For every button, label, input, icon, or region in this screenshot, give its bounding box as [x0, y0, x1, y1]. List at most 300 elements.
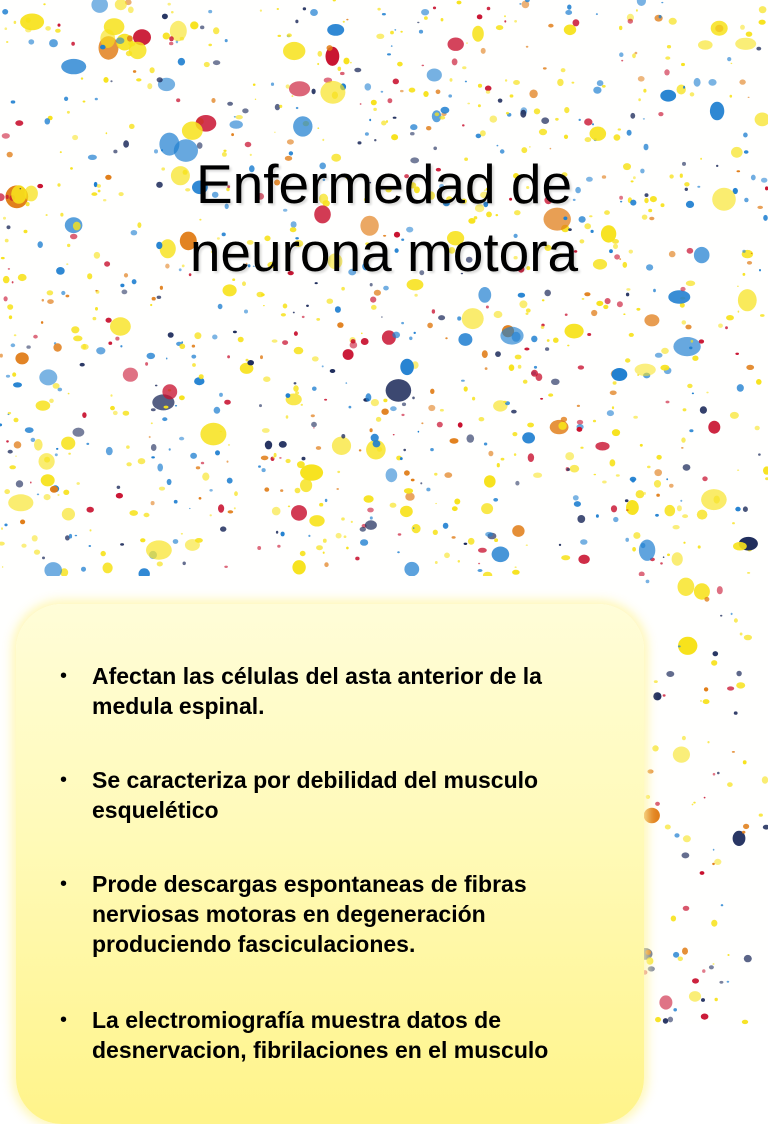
paint-dot [699, 339, 704, 343]
paint-dot [255, 99, 256, 100]
paint-dot [14, 418, 19, 423]
paint-dot [360, 103, 362, 105]
paint-dot [218, 304, 223, 309]
paint-dot [567, 345, 569, 347]
paint-dot [682, 852, 690, 858]
paint-dot [504, 15, 506, 17]
paint-dot [282, 340, 288, 345]
paint-dot [272, 507, 281, 516]
paint-dot [689, 637, 692, 641]
paint-dot [760, 314, 765, 317]
paint-dot [627, 130, 632, 136]
paint-dot [320, 81, 345, 104]
paint-dot [189, 508, 191, 509]
paint-dot [619, 26, 622, 30]
paint-dot [708, 79, 716, 86]
paint-dot [682, 948, 688, 955]
paint-dot [700, 871, 705, 875]
paint-dot [152, 297, 156, 301]
paint-dot [291, 505, 307, 521]
paint-dot [756, 47, 761, 51]
paint-dot [762, 776, 768, 784]
paint-dot [402, 403, 406, 407]
paint-dot [573, 495, 579, 500]
paint-dot [506, 112, 509, 115]
paint-dot [713, 963, 715, 964]
paint-dot [322, 139, 324, 141]
paint-dot [428, 405, 435, 411]
paint-dot [727, 57, 731, 61]
paint-dot [541, 117, 549, 124]
paint-dot [61, 291, 65, 295]
paint-dot [364, 495, 374, 502]
paint-dot [296, 107, 299, 109]
paint-dot [279, 441, 287, 448]
paint-dot [628, 19, 633, 24]
slide-title-line-2: neurona motora [189, 221, 579, 283]
paint-dot [195, 538, 203, 543]
paint-dot [340, 72, 345, 75]
paint-dot [713, 651, 719, 656]
paint-dot [432, 110, 442, 122]
paint-dot [8, 412, 11, 414]
paint-dot [225, 39, 228, 42]
paint-dot [515, 355, 522, 360]
paint-dot [93, 317, 97, 320]
paint-dot [127, 35, 133, 41]
paint-dot [242, 108, 248, 113]
paint-dot [365, 83, 372, 90]
paint-dot [653, 692, 661, 700]
paint-dot [53, 343, 61, 351]
paint-dot [106, 447, 113, 455]
paint-dot [168, 332, 174, 338]
paint-dot [50, 486, 58, 493]
paint-dot [632, 547, 636, 552]
paint-dot [735, 38, 756, 50]
paint-dot [659, 15, 662, 18]
paint-dot [26, 345, 30, 348]
paint-dot [727, 954, 729, 956]
paint-dot [400, 31, 402, 33]
paint-dot [32, 535, 38, 541]
paint-dot [472, 397, 475, 401]
paint-dot [478, 84, 482, 88]
paint-dot [2, 9, 8, 15]
paint-dot [680, 500, 682, 502]
paint-dot [539, 129, 547, 135]
paint-dot [55, 453, 58, 456]
paint-dot [200, 423, 226, 446]
paint-dot [61, 59, 86, 74]
paint-dot [747, 572, 750, 574]
paint-dot [618, 128, 621, 130]
paint-dot [117, 486, 121, 489]
paint-dot [409, 88, 416, 93]
paint-dot [309, 515, 324, 526]
paint-dot [421, 422, 423, 424]
paint-dot [616, 474, 620, 476]
paint-dot [433, 530, 438, 535]
paint-dot [427, 69, 442, 82]
paint-dot [692, 356, 698, 361]
paint-dot [95, 290, 97, 292]
paint-dot [383, 286, 389, 291]
paint-dot [323, 539, 327, 543]
paint-dot [592, 123, 594, 125]
paint-dot [617, 301, 623, 307]
paint-dot [324, 399, 327, 401]
paint-dot [703, 699, 710, 704]
paint-dot [666, 478, 668, 480]
paint-dot [341, 517, 345, 520]
paint-dot [412, 524, 421, 533]
paint-dot [647, 466, 651, 469]
paint-dot [743, 506, 748, 512]
paint-dot [441, 107, 450, 114]
paint-dot [159, 487, 165, 491]
paint-dot [533, 473, 542, 478]
paint-dot [721, 904, 724, 906]
paint-dot [596, 13, 598, 15]
paint-dot [238, 337, 244, 343]
paint-dot [555, 118, 559, 121]
paint-dot [692, 978, 699, 983]
paint-dot [678, 637, 697, 655]
paint-dot [465, 81, 467, 83]
paint-dot [706, 392, 708, 394]
paint-dot [625, 499, 629, 502]
paint-dot [635, 364, 656, 376]
paint-dot [534, 108, 540, 114]
paint-dot [327, 24, 344, 36]
paint-dot [101, 551, 106, 556]
paint-dot [497, 463, 500, 467]
paint-dot [199, 374, 204, 379]
paint-dot [227, 461, 229, 463]
paint-dot [302, 316, 305, 318]
paint-dot [553, 338, 559, 343]
paint-dot [577, 405, 580, 407]
paint-dot [700, 700, 702, 701]
paint-dot [209, 489, 212, 492]
paint-dot [213, 27, 219, 34]
paint-dot [626, 288, 630, 291]
paint-dot [110, 80, 112, 82]
paint-dot [462, 66, 466, 69]
paint-dot [168, 3, 171, 6]
paint-dot [666, 401, 670, 404]
paint-dot [163, 33, 170, 40]
paint-dot [585, 137, 592, 142]
paint-dot [565, 452, 574, 460]
paint-dot [737, 469, 739, 471]
paint-dot [718, 324, 723, 328]
paint-dot [607, 410, 614, 416]
paint-dot [638, 76, 645, 82]
paint-dot [15, 120, 23, 126]
paint-dot [335, 306, 341, 313]
paint-dot [359, 449, 362, 451]
paint-dot [181, 341, 183, 343]
paint-dot [224, 400, 231, 405]
paint-dot [234, 116, 236, 118]
paint-dot [655, 1017, 661, 1022]
paint-dot [547, 339, 550, 342]
paint-dot [8, 450, 13, 454]
paint-dot [683, 835, 691, 842]
content-box [16, 604, 644, 1124]
paint-dot [496, 25, 503, 30]
paint-dot [713, 849, 715, 851]
paint-dot [457, 1, 462, 5]
paint-dot [303, 7, 306, 10]
paint-dot [692, 804, 694, 806]
paint-dot [610, 391, 617, 396]
paint-dot [129, 124, 135, 129]
paint-dot [68, 453, 71, 455]
paint-dot [42, 557, 45, 560]
paint-dot [343, 349, 354, 360]
paint-dot [582, 298, 585, 300]
paint-dot [173, 539, 179, 544]
paint-dot [678, 578, 695, 596]
paint-dot [21, 544, 26, 548]
paint-dot [381, 316, 383, 318]
paint-dot [558, 422, 566, 430]
paint-dot [755, 113, 768, 127]
paint-dot [759, 6, 767, 13]
paint-dot [503, 401, 506, 403]
paint-dot [336, 533, 342, 539]
paint-dot [426, 126, 431, 130]
paint-dot [294, 331, 298, 336]
paint-dot [660, 90, 676, 102]
paint-dot [637, 0, 646, 6]
paint-dot [183, 562, 186, 566]
paint-dot [479, 417, 485, 421]
paint-dot [572, 82, 575, 84]
paint-dot [736, 682, 745, 688]
paint-dot [228, 510, 234, 513]
paint-dot [151, 422, 153, 424]
paint-dot [660, 562, 663, 564]
paint-dot [274, 132, 275, 133]
paint-dot [669, 484, 674, 488]
paint-dot [115, 337, 119, 341]
paint-dot [336, 488, 339, 490]
paint-dot [201, 462, 204, 465]
paint-dot [678, 957, 683, 962]
paint-dot [370, 516, 373, 519]
bullet-item [58, 869, 618, 959]
paint-dot [567, 5, 571, 10]
paint-dot [371, 399, 379, 406]
paint-dot [61, 437, 75, 450]
paint-dot [11, 343, 16, 347]
paint-dot [443, 523, 449, 529]
paint-dot [626, 293, 629, 297]
paint-dot [136, 78, 141, 81]
paint-dot [713, 773, 716, 776]
bullet-item [58, 661, 618, 721]
paint-dot [544, 290, 551, 297]
paint-dot [561, 68, 566, 72]
paint-dot [727, 686, 734, 690]
paint-dot [691, 340, 694, 343]
paint-dot [325, 499, 328, 502]
paint-dot [390, 31, 394, 35]
paint-dot [208, 44, 212, 47]
paint-dot [434, 473, 437, 476]
paint-dot [115, 0, 127, 10]
paint-dot [515, 566, 517, 568]
paint-dot [14, 441, 22, 448]
paint-dot [715, 998, 718, 1001]
paint-dot [596, 301, 603, 306]
paint-dot [110, 406, 115, 410]
paint-dot [661, 348, 669, 354]
paint-dot [673, 952, 679, 958]
paint-dot [295, 488, 301, 494]
paint-dot [89, 545, 92, 547]
paint-dot [381, 409, 388, 415]
paint-dot [430, 448, 434, 451]
bullet-dot-icon: • [60, 873, 68, 895]
paint-dot [366, 393, 372, 401]
paint-dot [43, 3, 45, 5]
paint-dot [73, 336, 82, 342]
paint-dot [545, 347, 549, 351]
paint-dot [759, 20, 766, 25]
paint-dot [732, 751, 735, 753]
paint-dot [566, 468, 570, 471]
paint-dot [337, 322, 343, 328]
paint-dot [113, 411, 118, 415]
paint-dot [289, 81, 310, 96]
paint-dot [260, 355, 263, 359]
paint-dot [655, 353, 663, 358]
paint-dot [292, 95, 294, 97]
paint-dot [287, 33, 292, 37]
paint-dot [33, 335, 38, 339]
paint-dot [261, 293, 265, 296]
paint-dot [162, 14, 168, 20]
paint-dot [524, 348, 529, 351]
paint-dot [344, 535, 347, 538]
paint-dot [204, 62, 210, 67]
paint-dot [300, 551, 306, 556]
paint-dot [26, 18, 31, 23]
paint-dot [210, 514, 212, 516]
paint-dot [369, 119, 371, 121]
paint-dot [727, 981, 730, 983]
paint-dot [253, 84, 256, 86]
paint-dot [174, 500, 178, 504]
paint-dot [580, 447, 583, 449]
paint-dot [740, 633, 743, 636]
paint-dot [377, 447, 382, 452]
paint-dot [387, 53, 391, 55]
paint-dot [742, 831, 745, 834]
paint-dot [612, 368, 628, 381]
paint-dot [116, 493, 123, 499]
paint-dot [157, 296, 162, 299]
paint-dot [660, 365, 669, 371]
paint-dot [280, 489, 283, 492]
paint-dot [743, 760, 747, 764]
paint-dot [529, 146, 530, 148]
paint-dot [286, 459, 291, 463]
paint-dot [457, 316, 461, 320]
paint-dot [734, 618, 738, 622]
paint-dot [481, 48, 486, 54]
paint-dot [467, 434, 475, 442]
paint-dot [423, 91, 428, 97]
paint-dot [122, 290, 128, 295]
paint-dot [509, 364, 515, 371]
paint-dot [464, 386, 468, 391]
paint-dot [700, 406, 707, 414]
paint-dot [468, 538, 475, 545]
paint-dot [543, 67, 547, 69]
paint-dot [482, 350, 488, 358]
paint-dot [421, 9, 429, 15]
paint-dot [441, 18, 444, 21]
paint-dot [169, 42, 173, 46]
paint-dot [202, 473, 209, 481]
paint-dot [300, 464, 323, 480]
paint-dot [579, 119, 581, 121]
paint-dot [403, 449, 406, 451]
paint-dot [327, 45, 333, 51]
paint-dot [4, 524, 7, 527]
paint-dot [640, 444, 643, 447]
paint-dot [704, 597, 709, 602]
paint-dot [147, 83, 152, 89]
paint-dot [244, 310, 248, 314]
paint-dot [665, 56, 670, 59]
paint-dot [526, 46, 529, 48]
paint-dot [82, 412, 86, 418]
paint-dot [169, 448, 171, 450]
paint-dot [452, 506, 458, 511]
paint-dot [316, 446, 321, 450]
paint-dot [317, 127, 319, 129]
paint-dot [478, 548, 487, 553]
paint-dot [704, 687, 708, 691]
paint-dot [454, 499, 460, 505]
paint-dot [288, 506, 290, 508]
paint-dot [427, 323, 433, 329]
paint-dot [230, 120, 243, 128]
bullet-text: Se caracteriza por debilidad del musculo esquelético [92, 767, 539, 823]
paint-dot [218, 504, 224, 513]
paint-dot [49, 399, 54, 403]
paint-dot [49, 39, 58, 47]
paint-dot [310, 9, 318, 16]
paint-dot [25, 427, 34, 433]
paint-dot [654, 480, 661, 488]
paint-dot [462, 124, 465, 126]
paint-dot [393, 79, 399, 85]
paint-dot [736, 671, 741, 677]
paint-dot [4, 296, 8, 301]
paint-dot [95, 307, 98, 311]
paint-dot [234, 507, 236, 509]
paint-dot [349, 406, 352, 409]
paint-dot [53, 383, 60, 389]
